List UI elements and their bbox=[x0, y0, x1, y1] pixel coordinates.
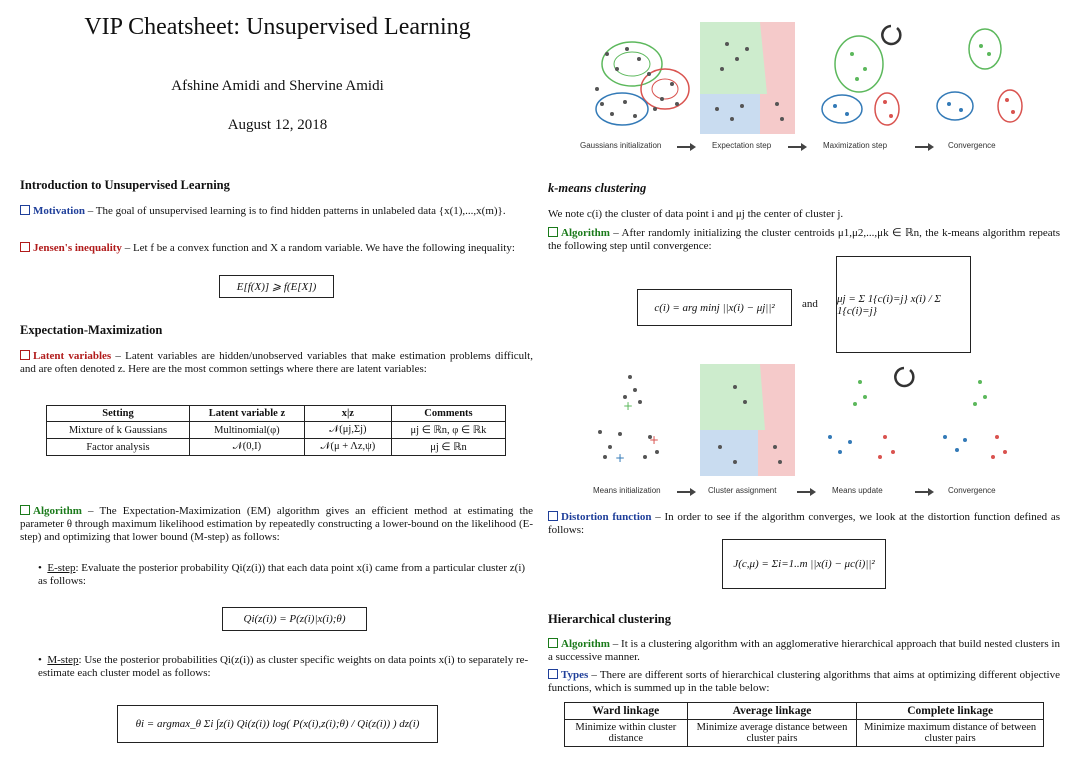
section-heading-intro: Introduction to Unsupervised Learning bbox=[20, 178, 230, 192]
arrow-right-icon bbox=[915, 146, 929, 148]
kmeans-centroid-formula: μj = Σ 1{c(i)=j} x(i) / Σ 1{c(i)=j} bbox=[836, 256, 971, 353]
checkbox-icon bbox=[548, 227, 558, 237]
em-figure bbox=[577, 14, 1047, 144]
distortion-paragraph: Distortion function – In order to see if the algorithm converges, we look at the distortion function defined as follows: bbox=[548, 511, 1060, 536]
checkbox-icon bbox=[20, 505, 30, 515]
table-row bbox=[565, 720, 1044, 747]
latent-paragraph: Latent variables – Latent variables are hidden/unobserved variables that make estimation problems difficult, and are often denoted z. Here are the most common settings where there are latent variables: bbox=[20, 350, 533, 375]
mstep-formula: θi = argmax_θ Σi ∫z(i) Qi(z(i)) log( P(x(i),z(i);θ) / Qi(z(i)) ) dz(i) bbox=[117, 705, 438, 743]
figure-caption: Means update bbox=[832, 486, 883, 495]
kmeans-panel-assignment bbox=[700, 364, 795, 476]
distortion-keyword: Distortion function bbox=[548, 511, 652, 523]
latent-keyword: Latent variables bbox=[20, 350, 111, 362]
svg-text:+: + bbox=[623, 399, 634, 413]
jensen-formula: E[f(X)] ⩾ f(E[X]) bbox=[219, 275, 334, 298]
table-cell: Factor analysis bbox=[47, 439, 190, 456]
table-cell: 𝒩(0,I) bbox=[189, 439, 304, 456]
em-panel-convergence bbox=[937, 29, 1022, 122]
checkbox-icon bbox=[20, 350, 30, 360]
estep-item: • E-step: Evaluate the posterior probability Qi(z(i)) that each data point x(i) came from a particular cluster z(i) as follows: bbox=[38, 562, 526, 587]
distortion-formula: J(c,μ) = Σi=1..m ||x(i) − μc(i)||² bbox=[722, 539, 886, 589]
table-row bbox=[47, 439, 506, 456]
section-heading-kmeans: k-means clustering bbox=[548, 181, 647, 195]
arrow-right-icon bbox=[677, 491, 691, 493]
checkbox-icon bbox=[548, 511, 558, 521]
hier-types-paragraph: Types – There are different sorts of hierarchical clustering algorithms that aims at optimizing different objective functions, which is summed up in the table below: bbox=[548, 669, 1060, 694]
motivation-paragraph: Motivation – The goal of unsupervised learning is to find hidden patterns in unlabeled data {x(1),...,x(m)}. bbox=[20, 205, 533, 218]
checkbox-icon bbox=[548, 638, 558, 648]
figure-caption: Maximization step bbox=[823, 141, 888, 150]
section-heading-hierarchical: Hierarchical clustering bbox=[548, 612, 672, 626]
svg-text:+: + bbox=[649, 433, 660, 447]
page-title: VIP Cheatsheet: Unsupervised Learning bbox=[84, 14, 471, 40]
kmeans-algorithm-paragraph: Algorithm – After randomly initializing the cluster centroids μ1,μ2,...,μk ∈ ℝn, the k-means algorithm repeats the following step until convergence: bbox=[548, 227, 1060, 252]
table-cell: μj ∈ ℝn, φ ∈ ℝk bbox=[391, 422, 505, 439]
svg-text:+: + bbox=[615, 451, 626, 465]
checkbox-icon bbox=[20, 205, 30, 215]
section-heading-em: Expectation-Maximization bbox=[20, 323, 163, 337]
em-algorithm-paragraph: Algorithm – The Expectation-Maximization (EM) algorithm gives an efficient method at estimating the parameter θ through maximum likelihood estimation by repeatedly constructing a lower-bound on the likelihood (E-step) and optimizing that lower bound (M-step) as follows: bbox=[20, 505, 533, 543]
date: August 12, 2018 bbox=[227, 117, 328, 133]
table-header-cell: Setting bbox=[47, 406, 190, 422]
kmeans-panel-convergence bbox=[943, 380, 1007, 459]
figure-caption: Gaussians initialization bbox=[580, 141, 662, 150]
algorithm-keyword: Algorithm bbox=[548, 227, 610, 239]
table-header-cell: Latent variable z bbox=[189, 406, 304, 422]
cycle-arrow-icon bbox=[882, 26, 900, 44]
table-header-row bbox=[47, 406, 506, 422]
kmeans-note: We note c(i) the cluster of data point i and μj the center of cluster j. bbox=[548, 208, 844, 220]
kmeans-assignment-formula: c(i) = arg minj ||x(i) − μj||² bbox=[637, 289, 792, 326]
figure-caption: Cluster assignment bbox=[708, 486, 777, 495]
cycle-arrow-icon bbox=[895, 368, 913, 386]
figure-caption: Expectation step bbox=[712, 141, 772, 150]
jensen-paragraph: Jensen's inequality – Let f be a convex function and X a random variable. We have the following inequality: bbox=[20, 242, 533, 255]
table-header-cell: Complete linkage bbox=[857, 703, 1044, 720]
kmeans-panel-update bbox=[828, 368, 913, 459]
table-cell: 𝒩(μ + Λz,ψ) bbox=[304, 439, 391, 456]
kmeans-panel-init bbox=[598, 375, 659, 465]
algorithm-keyword: Algorithm bbox=[548, 638, 610, 650]
em-panel-maximization bbox=[822, 36, 899, 125]
table-cell: Minimize within cluster distance bbox=[565, 720, 688, 747]
table-header-cell: Comments bbox=[391, 406, 505, 422]
table-cell: Minimize maximum distance of between cluster pairs bbox=[857, 720, 1044, 747]
types-keyword: Types bbox=[548, 669, 588, 681]
arrow-right-icon bbox=[797, 491, 811, 493]
checkbox-icon bbox=[548, 669, 558, 679]
and-text: and bbox=[802, 298, 818, 310]
table-cell: Mixture of k Gaussians bbox=[47, 422, 190, 439]
table-cell: 𝒩(μj,Σj) bbox=[304, 422, 391, 439]
figure-caption: Convergence bbox=[948, 486, 996, 495]
table-cell: Minimize average distance between cluster pairs bbox=[687, 720, 857, 747]
mstep-item: • M-step: Use the posterior probabilities Qi(z(i)) as cluster specific weights on data points x(i) to separately re-estimate each cluster model as follows: bbox=[38, 654, 529, 679]
linkage-table bbox=[564, 702, 1044, 747]
latent-table bbox=[46, 405, 506, 456]
arrow-right-icon bbox=[677, 146, 691, 148]
estep-formula: Qi(z(i)) = P(z(i)|x(i);θ) bbox=[222, 607, 367, 631]
table-header-row bbox=[565, 703, 1044, 720]
table-header-cell: Ward linkage bbox=[565, 703, 688, 720]
algorithm-keyword: Algorithm bbox=[20, 505, 82, 517]
hier-algorithm-paragraph: Algorithm – It is a clustering algorithm with an agglomerative hierarchical approach that build nested clusters in a successive manner. bbox=[548, 638, 1060, 663]
table-cell: μj ∈ ℝn bbox=[391, 439, 505, 456]
kmeans-figure bbox=[585, 362, 1025, 482]
table-cell: Multinomial(φ) bbox=[189, 422, 304, 439]
jensen-keyword: Jensen's inequality bbox=[20, 242, 122, 254]
motivation-keyword: Motivation bbox=[20, 205, 85, 217]
em-panel-expectation bbox=[700, 22, 795, 134]
arrow-right-icon bbox=[788, 146, 802, 148]
arrow-right-icon bbox=[915, 491, 929, 493]
checkbox-icon bbox=[20, 242, 30, 252]
figure-caption: Convergence bbox=[948, 141, 996, 150]
table-header-cell: Average linkage bbox=[687, 703, 857, 720]
em-panel-gaussians-init bbox=[595, 42, 689, 125]
bullet-icon: • bbox=[38, 562, 48, 574]
authors: Afshine Amidi and Shervine Amidi bbox=[171, 78, 384, 94]
table-row bbox=[47, 422, 506, 439]
figure-caption: Means initialization bbox=[593, 486, 661, 495]
bullet-icon: • bbox=[38, 654, 48, 666]
table-header-cell: x|z bbox=[304, 406, 391, 422]
